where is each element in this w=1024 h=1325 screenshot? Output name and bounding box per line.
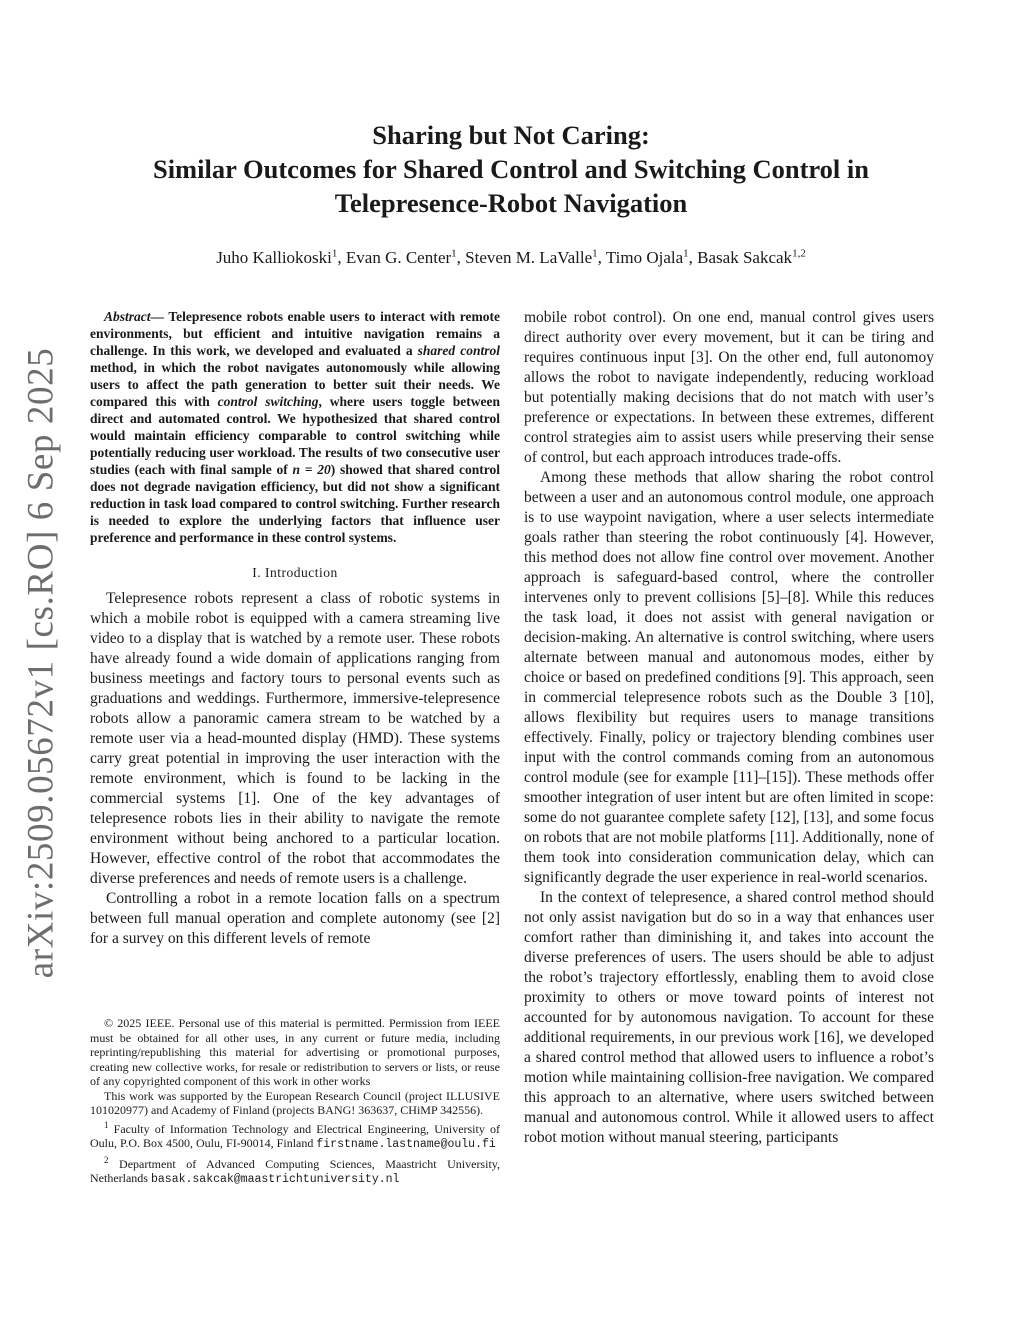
title-line-3: Telepresence-Robot Navigation bbox=[334, 188, 688, 218]
email-maastricht[interactable]: basak.sakcak@maastrichtuniversity.nl bbox=[150, 1173, 400, 1186]
author: Basak Sakcak$^{1,2}$ bbox=[697, 247, 806, 267]
abstract: Abstract— Telepresence robots enable users to interact with remote environments, but efficient and intuitive navigation remains a challenge. In this work, we developed and evaluated a shared control method, in which the robot navigates autonomously while allowing users to affect the path generation to better suit their needs. We compared this with control switching, where users toggle between direct and automated control. We hypothesized that shared control would maintain efficiency comparable to control switching while potentially reducing user workload. The results of two consecutive user studies (each with final sample of n = 20) showed that shared control does not degrade navigation efficiency, but did not show a significant reduction in task load compared to control switching. Further research is needed to explore the underlying factors that influence user preference and performance in these control systems. bbox=[90, 309, 500, 545]
footnotes bbox=[90, 1016, 500, 1188]
title-line-2: Similar Outcomes for Shared Control and Switching Control in bbox=[152, 154, 870, 184]
intro-paragraph-3: Among these methods that allow sharing the robot control between a user and an autonomous control module, one approach is to use waypoint navigation, where a user selects intermediate goals rather than steering the robot continuously [4]. However, this method does not allow fine control over movement. Another approach is safeguard-based control, where the controller intervenes only to prevent collisions [5]–[8]. While this reduces the task load, it does not assist with general navigation or decision-making. An alternative is control switching, where users alternate between manual and autonomous modes, either by choice or based on predefined conditions [9]. This approach, seen in commercial telepresence robots such as the Double 3 [10], allows flexibility but requires users to manage transitions effectively. Finally, policy or trajectory blending combines user input with the control commands coming from an autonomous control module (see for example [11]–[15]). These methods offer smoother integration of user intent but are often limited in scope: some do not guarantee complete safety [12], [13], and some focus on robots that are not mobile platforms [11]. Additionally, none of them took into consideration communication delay, which can significantly degrade the user experience in real-world scenarios. bbox=[524, 469, 934, 886]
emphasis-control-switching: control switching bbox=[217, 394, 319, 409]
author: Timo Ojala$^1$, bbox=[605, 247, 698, 267]
email-oulu[interactable]: firstname.lastname@oulu.fi bbox=[316, 1138, 496, 1151]
funding-note: This work was supported by the European Research Council (project ILLUSIVE 101020977) and Academy of Finland (projects BANG! 363637, CHiMP 342556). bbox=[90, 1088, 500, 1117]
math-sample-size: n = 20 bbox=[292, 462, 331, 477]
abstract-label: Abstract bbox=[104, 309, 151, 324]
emphasis-shared-control: shared control bbox=[417, 343, 500, 358]
author: Steven M. LaValle$^1$, bbox=[465, 247, 606, 267]
author: Evan G. Center$^1$, bbox=[345, 247, 466, 267]
arxiv-side-stamp bbox=[12, 347, 70, 979]
arxiv-identifier: arXiv:2509.05672v1 [cs.RO] 6 Sep 2025 bbox=[20, 347, 62, 979]
author-list bbox=[100, 242, 922, 269]
intro-paragraph-4: In the context of telepresence, a shared control method should not only assist navigation but do so in a way that enhances user comfort rather than diminishing it, and takes into account the diverse preferences of users. The users should be able to adjust the robot’s trajectory effortlessly, enabling them to avoid close proximity to others or move toward points of interest not accounted for by autonomous navigation. To account for these additional requirements, in our previous work [16], we developed a shared control method that allowed users to influence a robot’s motion while maintaining collision-free navigation. We compared this approach to an alternative, where users switched between manual and autonomous control. While it allowed users to affect robot motion without manual steering, participants bbox=[524, 889, 934, 1146]
right-column bbox=[524, 308, 934, 1148]
section-heading-introduction: I. Introduction bbox=[252, 565, 338, 580]
intro-paragraph-2: Controlling a robot in a remote location falls on a spectrum between full manual operation and complete autonomy (see [2] for a survey on this different levels of remote bbox=[90, 890, 500, 947]
intro-paragraph-1: Telepresence robots represent a class of robotic systems in which a mobile robot is equipped with a camera streaming live video to a display that is watched by a remote user. These robots have already found a wide domain of applications ranging from business meetings and factory tours to personal events such as graduations and weddings. Furthermore, immersive-telepresence robots allow a panoramic camera stream to be watched by a remote user via a head-mounted display (HMD). These systems carry great potential in improving the user interaction with the remote environment, which is found to be lacking in the commercial systems [1]. One of the key advantages of telepresence robots lies in their ability to navigate the remote environment without being anchored to a particular location. However, effective control of the robot that accommodates the diverse preferences and needs of remote users is a challenge. bbox=[90, 590, 500, 887]
author: Juho Kalliokoski$^1$, bbox=[216, 247, 346, 267]
left-column bbox=[90, 308, 500, 949]
affiliation-1: $^1$ Faculty of Information Technology and Electrical Engineering, University of Oulu, P.O. Box 4500, Oulu, FI-90014, Finland firstname.lastname@oulu.fi bbox=[90, 1119, 500, 1151]
affiliation-2: $^2$ Department of Advanced Computing Sciences, Maastricht University, Netherlands basak.sakcak@maastrichtuniversity.nl bbox=[90, 1154, 500, 1186]
paper-title bbox=[100, 118, 922, 220]
title-line-1: Sharing but Not Caring: bbox=[372, 120, 650, 150]
copyright-notice: © 2025 IEEE. Personal use of this material is permitted. Permission from IEEE must be obtained for all other uses, in any current or future media, including reprinting/republishing this material for advertising or promotional purposes, creating new collective works, for resale or redistribution to servers or lists, or reuse of any copyrighted component of this work in other works bbox=[90, 1016, 500, 1088]
intro-paragraph-continued: mobile robot control). On one end, manual control gives users direct authority over every movement, but it can be tiring and requires continuous input [3]. On the other end, full autonomoy allows the robot to navigate independently, reducing workload but potentially making decisions that do not match with user’s preference or expectations. In between these extremes, different control strategies aim to assist users while preserving their sense of control, but each approach introduces trade-offs. bbox=[524, 309, 934, 466]
